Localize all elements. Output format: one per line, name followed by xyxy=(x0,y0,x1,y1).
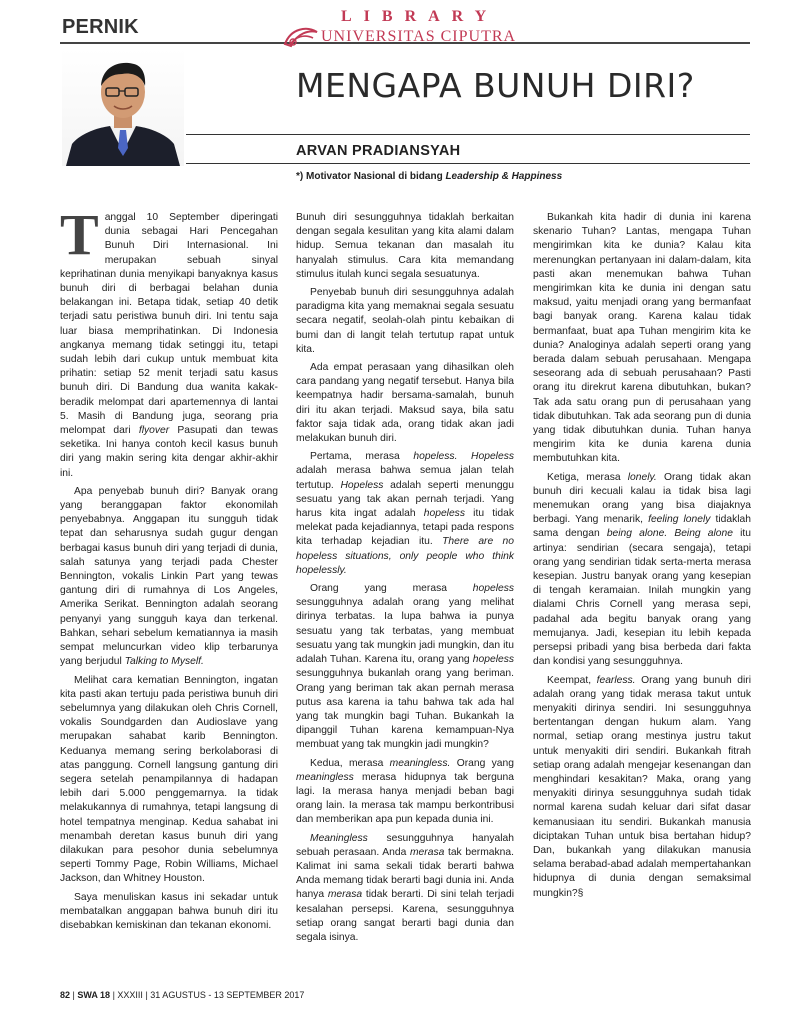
drop-cap: T xyxy=(60,202,99,267)
section-rubric: PERNIK xyxy=(62,16,139,38)
paragraph: Saya menuliskan kasus ini sekadar untuk membatalkan anggapan bahwa bunuh diri itu disebabkan kemiskinan dan tekanan ekonomi. xyxy=(60,891,278,931)
library-logo-icon xyxy=(283,24,319,50)
paragraph: Apa penyebab bunuh diri? Banyak orang yang beranggapan faktor ekonomilah penyebabnya. Anggapan itu sungguh tidak tepat dan seharusnya sudah gugur dengan berbagai kasus bunuh diri yang terjadi di dunia, salah satunya yang terjadi pada Chester Bennington, vokalis Linkin Part yang tewas gantung diri di rumahnya di Los Angeles, Amerika Serikat. Bennington adalah seorang penyanyi yang sungguh kaya dan terkenal. Bahkan, sehari sebelum kematiannya ia masih sempat meluncurkan video klip terbarunya yang berjudul Talking to Myself. xyxy=(60,485,278,668)
article-column-1 xyxy=(60,202,279,937)
article-title: MENGAPA BUNUH DIRI? xyxy=(296,66,695,105)
paragraph: Ada empat perasaan yang dihasilkan oleh cara pandang yang negatif tersebut. Hanya bila keempatnya hadir bersama-samalah, bunuh diri itu akan terjadi. Maksud saya, bila satu faktor saja tidak ada, orang tidak akan jadi melakukan bunuh diri. xyxy=(296,362,514,445)
author-name: ARVAN PRADIANSYAH xyxy=(296,143,461,159)
article-column-3 xyxy=(533,211,751,905)
paragraph: Kedua, merasa meaningless. Orang yang meaningless merasa hidupnya tak berguna lagi. Ia merasa hanya menjadi beban bagi orang lain. Ia merasa tak mampu berkontribusi dan memberikan apa pun kepada dunia ini. xyxy=(296,757,514,826)
issue-date: 31 AGUSTUS - 13 SEPTEMBER 2017 xyxy=(150,990,305,1000)
paragraph: Ketiga, merasa lonely. Orang tidak akan bunuh diri kecuali kalau ia tidak bisa lagi menemukan orang yang bisa diajaknya berbagi. Yang menarik, feeling lonely tidaklah sama dengan being alone. Being alone itu artinya: sendirian (secara sengaja), tetapi orang yang sendirian tidak serta-merta merasa kesepian. Justru banyak orang yang kesepian di tengah keramaian. Inilah mungkin yang dialami Chris Cornell yang merasa sepi, padahal ada begitu banyak orang yang memujanya. Jadi, kesepian itu lebih kepada persepsi pribadi yang bisa berbeda dari fakta dan kondisi yang sesungguhnya. xyxy=(533,471,752,668)
stamp-line-library: LIBRARY xyxy=(341,8,499,25)
magazine-name: SWA 18 xyxy=(77,990,111,1000)
author-divider xyxy=(186,163,750,164)
title-divider xyxy=(186,134,750,135)
paragraph: Bukankah kita hadir di dunia ini karena skenario Tuhan? Lantas, mengapa Tuhan mengirimkan kita ke dunia? Kalau kita merenungkan pertanyaan ini dalam-dalam, kita pasti akan menemukan bahwa Tuhan mengirimkan kita ke dunia ini dengan satu maksud, yaitu menjadi orang yang bermanfaat bagi banyak orang. Karena kalau tidak bermanfaat, buat apa Tuhan mengirim kita ke dunia? Analoginya adalah seperti orang yang berada dalam sebuah perusahaan. Mengapa seseorang ada di sebuah perusahaan? Pasti orang itu direkrut karena dibutuhkan, bukan? Tak ada satu orang pun di perusahaan yang tidak dibutuhkan. Tak ada seorang pun di dunia yang tidak dibutuhkan dunia. Tuhan hanya mengirim kita ke dunia karena dunia membutuhkan kita. xyxy=(533,212,751,465)
paragraph: Orang yang merasa hopeless sesungguhnya adalah orang yang melihat dirinya terbatas. Ia lupa bahwa ia punya sesuatu yang tak terbatas, yang membuat sesuatu yang tak mungkin jadi mungkin, dan itu adalah Tuhan. Karena itu, orang yang hopeless sesungguhnya bukanlah orang yang beriman. Orang yang beriman tak akan pernah merasa putus asa karena ia tahu bahwa tak ada hal yang tak mungkin bagi Tuhan. Bukankah Ia dipanggil Tuhan karena kemampuan-Nya membuat yang tak mungkin jadi mungkin? xyxy=(296,583,514,751)
paragraph: Melihat cara kematian Bennington, ingatan kita pasti akan tertuju pada peristiwa bunuh diri sebelumnya yang dilakukan oleh Chris Cornell, vokalis Soundgarden dan Audioslave yang merupakan sahabat karib Bennington. Keduanya memang sering berkolaborasi di atas panggung. Cornell langsung gantung diri segera setelah penampilannya di hadapan lebih dari 5.000 penggemarnya. Ia tidak melakukannya di rumahnya, tetapi langsung di hotel tempatnya menginap. Kedua sahabat ini menambah deretan kasus bunuh diri yang dilakukan para pesohor dunia sebelumnya seperti Tommy Page, Robin Williams, Michael Jackson, dan Whitney Houston. xyxy=(60,674,278,885)
page-number: 82 xyxy=(60,990,71,1000)
article-column-2 xyxy=(296,211,514,949)
volume-number: XXXIII xyxy=(117,990,143,1000)
paragraph: Tanggal 10 September diperingati dunia sebagai Hari Pencegahan Bunuh Diri Internasional. Ini merupakan sebuah sinyal keprihatinan dunia menyikapi banyaknya kasus bunuh diri di berbagai belahan dunia belakangan ini. Betapa tidak, setiap 40 detik terjadi satu peristiwa bunuh diri. Ini tentu saja luar biasa memprihatinkan. Di Indonesia angkanya memang tidak setinggi itu, tetapi sudah lebih dari cukup untuk membuat kita prihatin: setiap 52 menit terjadi satu kasus bunuh diri. Di Bandung dua wanita kakak-beradik melompat dari apartemennya di lantai 5. Masih di Bandung juga, seorang pria melompat dari flyover Pasupati dan tewas seketika. Ini hanya contoh kecil kasus bunuh diri yang makin sering kita dengar akhir-akhir ini. xyxy=(60,202,279,479)
stamp-line-university: UNIVERSITAS CIPUTRA xyxy=(321,28,517,45)
paragraph: Pertama, merasa hopeless. Hopeless adalah merasa bahwa semua jalan telah tertutup. Hopeless adalah seperti menunggu sesuatu yang tak akan pernah terjadi. Yang harus kita ingat adalah hopeless itu tidak melekat pada kejadiannya, tetapi pada respons kita terhadap kejadian itu. There are no hopeless situations, only people who think hopelessly. xyxy=(296,451,515,576)
page-footer: 82 | SWA 18 | XXXIII | 31 AGUSTUS - 13 SEPTEMBER 2017 xyxy=(60,990,305,1000)
author-portrait xyxy=(62,48,184,166)
author-byline: *) Motivator Nasional di bidang Leadership & Happiness xyxy=(296,171,563,182)
paragraph: Penyebab bunuh diri sesungguhnya adalah paradigma kita yang memaknai segala sesuatu secara negatif, seolah-olah pintu kebaikan di bumi dan di langit telah tertutup rapat untuk kita. xyxy=(296,287,514,355)
library-stamp xyxy=(283,8,523,58)
paragraph: Bunuh diri sesungguhnya tidaklah berkaitan dengan segala kesulitan yang kita alami dalam hidup. Semua tekanan dan masalah itu hanyalah stimulus. Cara kita memandang stimulus itulah kunci segala sesuatunya. xyxy=(296,212,514,280)
paragraph: Keempat, fearless. Orang yang bunuh diri adalah orang yang tidak merasa takut untuk menyakiti dirinya sendiri. Ini sesungguhnya bertentangan dengan hukum alam. Yang normal, setiap orang mestinya justru takut untuk menyakiti diri sendiri. Bukankah fitrah setiap orang adalah mengejar kesenangan dan menghindari kesakitan? Maka, orang yang menyakiti dirinya sesungguhnya sudah tidak normal karena sudah keluar dari sifat dasar kemanusiaan itu sendiri. Bukankah manusia diciptakan Tuhan untuk bisa bertahan hidup? Dan, bukankah yang dilakukan manusia selama berabad-abad adalah mempertahankan hidupnya di dunia dengan semaksimal mungkin?§ xyxy=(533,674,751,899)
paragraph: Meaningless sesungguhnya hanyalah sebuah perasaan. Anda merasa tak bermakna. Kalimat ini sama sekali tidak berarti bahwa Anda memang tidak berarti bagi dunia ini. Anda hanya merasa tidak berarti. Di sini telah terjadi kesalahan persepsi. Karena, sesungguhnya setiap orang sangat berarti bagi dunia dan segala isinya. xyxy=(296,832,514,943)
